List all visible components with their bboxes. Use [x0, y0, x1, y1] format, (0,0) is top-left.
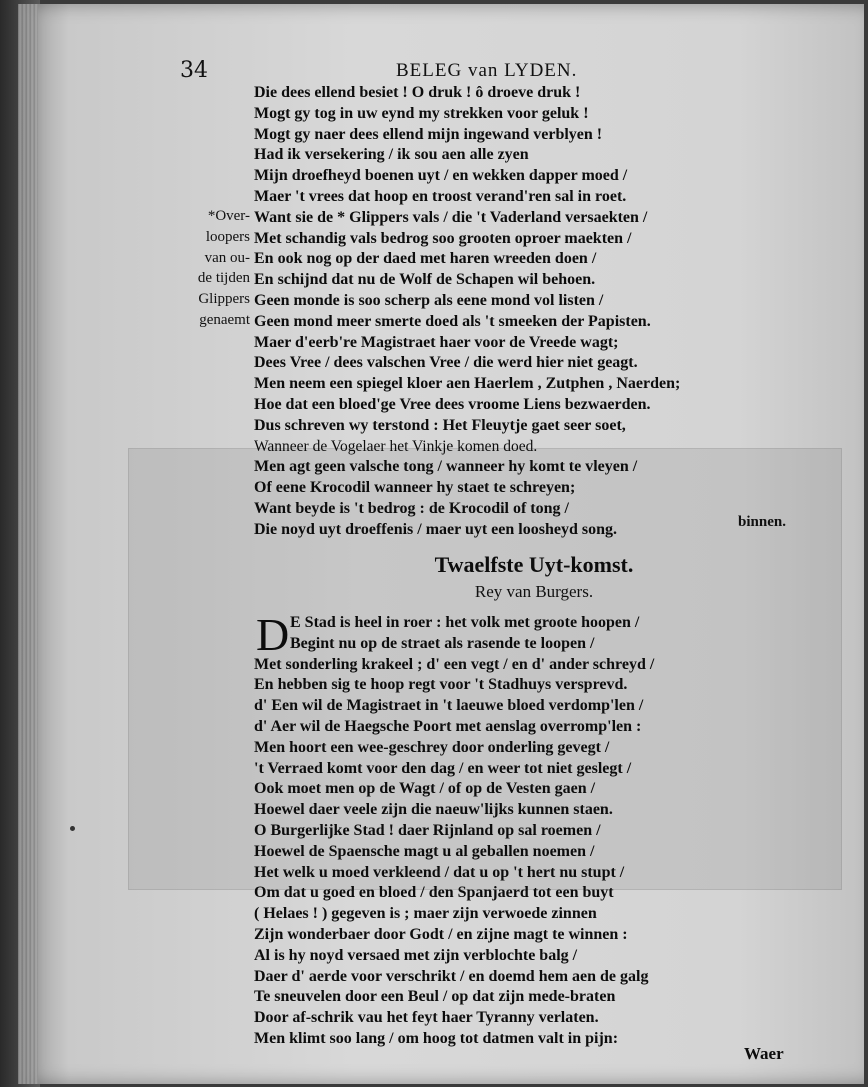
verse-line: Dus schreven wy terstond : Het Fleuytje gaet seer soet,: [254, 416, 626, 434]
margin-note-line: *Over-: [207, 208, 250, 224]
verse-line: Of eene Krocodil wanneer hy staet te schreyen;: [254, 479, 576, 497]
verse-line: d' Een wil de Magistraet in 't laeuwe bloed verdomp'len /: [254, 697, 644, 715]
verse-line: Had ik versekering / ik sou aen alle zyen: [254, 146, 529, 164]
verse-line: Dees Vree / dees valschen Vree / die werd hier niet geagt.: [254, 354, 638, 372]
verse-line: Men agt geen valsche tong / wanneer hy komt te vleyen /: [254, 458, 638, 476]
verse-line: Door af-schrik vau het feyt haer Tyranny verlaten.: [254, 1009, 599, 1027]
scene-subtitle: Rey van Burgers.: [474, 582, 594, 601]
verse-block-first: [254, 83, 814, 541]
margin-note: [178, 206, 250, 331]
verse-line: En ook nog op der daed met haren wreeden doen /: [254, 250, 597, 268]
verse-line: Mogt gy naer dees ellend mijn ingewand verblyen !: [254, 125, 603, 143]
verse-line: Wanneer de Vogelaer het Vinkje komen doed.: [254, 437, 538, 455]
verse-line: Want sie de * Glippers vals / die 't Vaderland versaekten /: [254, 208, 648, 226]
verse-line: O Burgerlijke Stad ! daer Rijnland op sal roemen /: [254, 821, 601, 839]
verse-line: Met schandig vals bedrog soo grooten oproer maekten /: [254, 229, 632, 247]
verse-line: Om dat u goed en bloed / den Spanjaerd tot een buyt: [254, 884, 614, 902]
bottom-catchword: Waer: [744, 1044, 784, 1063]
verse-line: Het welk u moed verkleend / dat u op 't hert nu stupt /: [254, 863, 625, 881]
verse-line: Maer 't vrees dat hoop en troost verand'ren sal in roet.: [254, 187, 627, 205]
verse-line: Men klimt soo lang / om hoog tot datmen valt in pijn:: [254, 1029, 619, 1047]
margin-note-line: genaemt: [199, 311, 250, 328]
verse-block-second: [254, 655, 814, 1050]
verse-line: Hoewel daer veele zijn die naeuw'lijks kunnen staen.: [254, 801, 613, 819]
running-title: BELEG van LYDEN.: [396, 60, 578, 81]
verse-line: Hoewel de Spaensche magt u al geballen noemen /: [254, 842, 595, 860]
verse-line: Die noyd uyt droeffenis / maer uyt een loosheyd song.: [254, 520, 617, 538]
margin-note-line: de tijden: [197, 270, 250, 287]
paper-speck: [70, 826, 75, 831]
verse-line: Ook moet men op de Wagt / of op de Vesten gaen /: [254, 780, 596, 798]
verse-line: Men hoort een wee-geschrey door onderling gevegt /: [254, 738, 610, 756]
verse-line: Al is hy noyd versaed met zijn verblochte balg /: [254, 946, 578, 964]
verse-line: Geen mond meer smerte doed als 't smeeken der Papisten.: [254, 312, 651, 330]
scene-title: Twaelfste Uyt-komst.: [434, 552, 634, 577]
inline-catchword: binnen.: [738, 514, 786, 530]
verse-line: Want beyde is 't bedrog : de Krocodil of tong /: [254, 499, 569, 517]
verse-line: Daer d' aerde voor verschrikt / en doemd hem aen de galg: [254, 967, 649, 985]
margin-note-line: van ou-: [204, 249, 250, 266]
verse-line: Maer d'eerb're Magistraet haer voor de Vreede wagt;: [254, 333, 619, 351]
verse-block-second-indented: [290, 613, 810, 655]
verse-line: E Stad is heel in roer : het volk met groote hoopen /: [290, 614, 640, 631]
verse-line: Men neem een spiegel kloer aen Haerlem , Zutphen , Naerden;: [254, 375, 681, 393]
verse-line: En schijnd dat nu de Wolf de Schapen wil behoen.: [254, 271, 596, 289]
page-number: 34: [180, 58, 208, 83]
verse-line: Hoe dat een bloed'ge Vree dees vroome Liens bezwaerden.: [254, 395, 651, 413]
page-stack-edges: [18, 4, 38, 1084]
drop-cap: D: [256, 609, 290, 660]
verse-line: ( Helaes ! ) gegeven is ; maer zijn verwoede zinnen: [254, 905, 597, 923]
verse-line: Te sneuvelen door een Beul / op dat zijn mede-braten: [254, 988, 616, 1006]
verse-line: Begint nu op de straet als rasende te loopen /: [290, 634, 595, 652]
verse-line: 't Verraed komt voor den dag / en weer tot niet geslegt /: [254, 759, 632, 777]
verse-line: Mijn droefheyd boenen uyt / en wekken dapper moed /: [254, 167, 628, 185]
verse-line: Die dees ellend besiet ! O druk ! ô droeve druk !: [254, 84, 581, 101]
verse-line: Mogt gy tog in uw eynd my strekken voor geluk !: [254, 104, 589, 122]
verse-line: d' Aer wil de Haegsche Poort met aenslag overromp'len :: [254, 717, 642, 735]
verse-line: Met sonderling krakeel ; d' een vegt / en d' ander schreyd /: [254, 655, 655, 673]
verse-line: Geen monde is soo scherp als eene mond vol listen /: [254, 291, 604, 309]
verse-line: En hebben sig te hoop regt voor 't Stadhuys versprevd.: [254, 676, 628, 694]
margin-note-line: Glippers: [198, 291, 250, 308]
verse-line: Zijn wonderbaer door Godt / en zijne magt te winnen :: [254, 925, 628, 943]
margin-note-line: loopers: [205, 228, 250, 245]
